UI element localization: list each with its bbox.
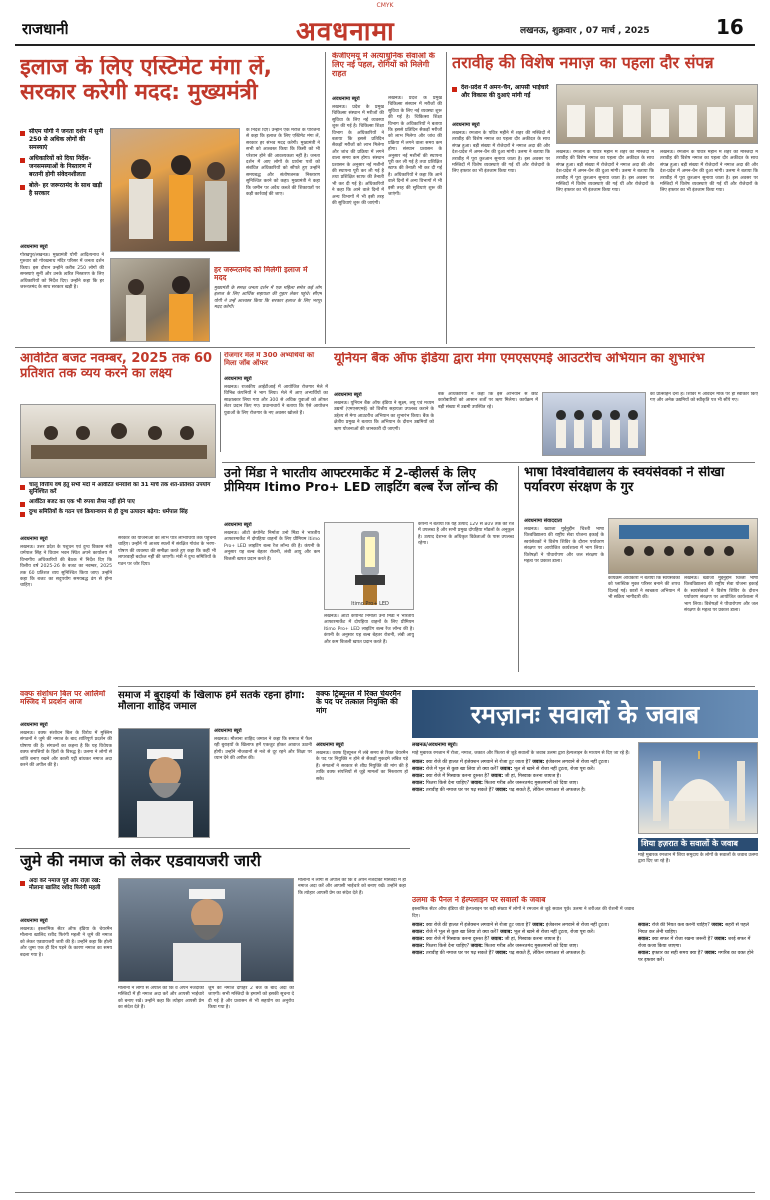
taraweeh-headline: तरावीह की विशेष नमाज़ का पहला दौर संपन्न — [452, 54, 714, 72]
vakf-body: लखनऊ। वक्फ संशोधन बिल के विरोध में मुस्लिम संगठनों ने जुमे की नमाज के बाद शांतिपूर्ण प्रदर्शन की घोषणा की है। संगठनों का कहना है कि यह विधेयक वक्फ संपत्तियों के हितों के विरुद्ध है। उलमा ने लोगों से शांति बनाए रखने और काली पट्टी बांधकर नमाज अदा करने की अपील की है। — [20, 731, 112, 769]
page-number: 16 — [716, 15, 744, 39]
rozgar-byline: अवधनामा ब्यूरो — [224, 376, 252, 382]
qa-item: सवाल: तरावीह की नमाज घर पर पढ़ सकते हैं? जवाब: पढ़ सकते हैं, लेकिन जमाअत से अफजल है। — [412, 788, 586, 794]
issue-date: लखनऊ, शुक्रवार , 07 मार्च , 2025 — [520, 26, 650, 36]
maulana-khalid-photo — [118, 878, 294, 982]
juma-bullet: अदा करें नमाज पूर्व और रोज़ा रखें: मौलाना खालिद रशीद फिरंगी महली — [20, 878, 112, 892]
led-bulb-icon — [325, 523, 414, 610]
lead-caption: हर जरूरतमंद को मिलेगी इलाज में मदद — [214, 266, 308, 283]
ulema-qa-list — [412, 922, 634, 957]
mosque-dome-icon — [639, 743, 758, 834]
vakf-byline: अवधनामा ब्यूरो — [20, 722, 48, 728]
budget-body: लखनऊ। उत्तर प्रदेश के पशुधन एवं दुग्ध विकास मंत्री धर्मपाल सिंह ने विधान भवन स्थित अपने कार्यालय में विभागीय अधिकारियों की बैठक में निर्देश दिए कि वित्तीय वर्ष 2025-26 के बजट का नवम्बर, 2025 तक 60 प्रतिशत व्यय सुनिश्चित किया जाए। उन्होंने कहा कि बजट का सदुपयोग समयबद्ध ढंग से होना चाहिए। — [20, 545, 112, 589]
itimo-bulb-product-photo — [324, 522, 414, 610]
juma-body-col2: मौलाना ने लोगों से अपील की कि वे अपने नजदीकी मस्जिदों में ही नमाज अदा करें और आपसी भाईचारे को बनाए रखें। उन्होंने कहा कि त्योहार आपसी प्रेम का संदेश देते हैं। — [118, 986, 204, 1011]
qa-item: सवाल: इफ्तार का सही समय क्या है? जवाब: मगरिब का वक्त होने पर इफ्तार करें। — [638, 951, 754, 963]
shia-body: माहे मुबारक रमजान में शिया समुदाय के लोगों के सवालों के जवाब उलमा द्वारा दिए जा रहे हैं। — [638, 852, 758, 865]
islah-body-box — [214, 728, 312, 844]
qa-item: सवाल: रोजे की नियत कब करनी चाहिए? जवाब: सहरी से पहले नियत कर लेनी चाहिए। — [638, 923, 749, 935]
uno-minda-body-box — [224, 522, 320, 672]
qa-item: सवाल: क्या रोजे की हालत में इंजेक्शन लगवाने से रोजा टूट जाता है? जवाब: इंजेक्शन लगवाने से रोजा नहीं टूटता। — [412, 923, 610, 929]
qa-item: सवाल: क्या रोजे में मिस्वाक करना दुरुस्त है? जवाब: जी हां, मिस्वाक करना जायज है। — [412, 774, 562, 780]
bhasha-headline: भाषा विश्वविद्यालय के स्वयंसेवकों ने सीखा पर्यावरण संरक्षण के गुर — [524, 466, 725, 495]
photo-people-icon — [111, 259, 210, 342]
col-rule — [220, 352, 221, 452]
cm-meeting-patient-photo — [110, 258, 210, 342]
lead-body: गोरखपुर/लखनऊ। मुख्यमंत्री योगी आदित्यनाथ ने गुरुवार को गोरखनाथ मंदिर परिसर में जनता दर्शन किया। इस दौरान उन्होंने करीब 250 लोगों की समस्याएं सुनीं और उनके त्वरित निस्तारण के लिए अधिकारियों को निर्देश दिए। उन्होंने कहा कि हर जरूरतमंद के साथ सरकार खड़ी है। — [20, 253, 104, 291]
meeting-table-icon — [21, 405, 216, 478]
budget-bullets — [20, 482, 216, 532]
mid-col-body-continued: लखनऊ। प्रदेश के प्रमुख चिकित्सा संस्थान में मरीजों की सुविधा के लिए नई व्यवस्था शुरू की गई है। चिकित्सा शिक्षा विभाग के अधिकारियों ने बताया कि इससे प्रतिदिन सैकड़ों मरीजों को लाभ मिलेगा और जांच की प्रक्रिया में लगने वाला समय कम होगा। संस्थान प्रशासन के अनुसार नई मशीनों की स्थापना पूरी कर ली गई है तथा प्रशिक्षित स्टाफ की तैनाती भी कर दी गई है। अधिकारियों ने कहा कि आने वाले दिनों में अन्य विभागों में भी इसी तरह की सुविधाएं शुरू की जाएंगी। — [388, 96, 442, 198]
students-group-icon — [609, 519, 758, 574]
bhasha-body-col2: कार्यक्रम अधिकारी ने बताया कि स्वयंसेवकों को प्लास्टिक मुक्त परिसर बनाने की शपथ दिलाई गई। छात्रों ने स्वच्छता अभियान में भी सक्रिय भागीदारी की। — [608, 576, 680, 601]
taraweeh-prayer-photo — [556, 84, 758, 144]
color-strip: CMYK — [376, 2, 394, 9]
rozgar-headline: रोजगार मेले में 300 अभ्यर्थियों को मिला जॉब ऑफर — [224, 352, 315, 367]
bhasha-byline: अवधनामा संवाददाता — [524, 518, 562, 524]
lead-bullet: अधिकारियों को दिया निर्देश- जनसमस्याओं के निस्तारण में बरतनी होगी संवेदनशीलता — [20, 155, 104, 179]
taraweeh-body: लखनऊ। रमजान के पवित्र महीने में शहर की मस्जिदों में तरावीह की विशेष नमाज का पहला दौर अकीदत के साथ संपन्न हुआ। बड़ी संख्या में रोजेदारों ने नमाज अदा की और देश-प्रदेश में अमन-चैन की दुआ मांगी। उलमा ने बताया कि तरावीह में पूरा कुरआन सुनाया जाता है। इस अवसर पर मस्जिदों में विशेष व्यवस्थाएं की गई थीं और रोजेदारों के लिए इफ्तार का भी इंतजाम किया गया। — [452, 131, 550, 175]
taraweeh-byline: अवधनामा ब्यूरो — [452, 122, 480, 128]
budget-body-box — [20, 536, 112, 686]
ulema-title: उलमा के पैनल ने हेल्पलाइन पर सवालों के जवाब — [412, 896, 546, 904]
col-rule — [446, 52, 447, 344]
product-label: Itimo Pro+ LED — [351, 601, 389, 607]
union-bank-body: लखनऊ। यूनियन बैंक ऑफ इंडिया ने सूक्ष्म, लघु एवं मध्यम उद्यमों (एमएसएमई) को वित्तीय सहायता उपलब्ध कराने के उद्देश्य से मेगा आउटरीच अभियान का शुभारंभ किया। बैंक के क्षेत्रीय प्रमुख ने बताया कि अभियान के दौरान उद्यमियों को ऋण योजनाओं की जानकारी दी जाएगी। — [334, 401, 434, 432]
uno-minda-body-col2: लखनऊ। ऑटो कंपोनेंट निर्माता उनो मिंडा ने भारतीय आफ्टरमार्केट में दोपहिया वाहनों के लिए प्रीमियम Itimo Pro+ LED लाइटिंग बल्ब रेंज लॉन्च की है। कंपनी के अनुसार यह बल्ब बेहतर रोशनी, लंबी आयु और कम बिजली खपत प्रदान करते हैं। — [324, 614, 414, 645]
qa-item: सवाल: क्या रोजे की हालत में इंजेक्शन लगवाने से रोजा टूट जाता है? जवाब: इंजेक्शन लगवाने से रोजा नहीं टूटता। — [412, 760, 610, 766]
qa-item: सवाल: फितरा किसे देना चाहिए? जवाब: फितरा गरीब और जरूरतमंद मुसलमानों को दिया जाए। — [412, 781, 579, 787]
mid-col-body-box — [332, 96, 384, 344]
budget-body-continued: सरकार की योजनाओं का लाभ पात्र लाभार्थियों तक पहुंचना चाहिए। उन्होंने गौ आश्रय स्थलों में संरक्षित गोवंश के भरण-पोषण की व्यवस्था की समीक्षा करते हुए कहा कि कहीं भी लापरवाही बर्दाश्त नहीं की जाएगी। मंत्री ने दुग्ध समितियों के गठन पर जोर दिया। — [118, 536, 216, 567]
lead-caption-body: मुख्यमंत्री के समक्ष जनता दर्शन में एक महिला समेत कई लोग इलाज के लिए आर्थिक सहायता की गुहार लेकर पहुंचे। सीएम योगी ने उन्हें आश्वस्त किया कि सरकार इलाज के लिए भरपूर मदद करेगी। — [214, 285, 322, 310]
ramzan-banner — [412, 690, 758, 738]
uno-minda-byline: अवधनामा ब्यूरो — [224, 522, 252, 528]
union-bank-body-col2: बैंक अधिकारियों ने कहा कि इस अभियान से छोटे कारोबारियों को आसान शर्तों पर ऋण मिलेगा। कार्यक्रम में बड़ी संख्या में उद्यमी उपस्थित रहे। — [438, 392, 538, 410]
bhasha-body-col3: लखनऊ। ख्वाजा मुईनुद्दीन चिश्ती भाषा विश्वविद्यालय की राष्ट्रीय सेवा योजना इकाई के स्वयंसेवकों ने विशेष शिविर के दौरान पर्यावरण संरक्षण पर आयोजित कार्यशाला में भाग लिया। विशेषज्ञों ने पौधारोपण और जल संरक्षण के महत्व पर प्रकाश डाला। — [684, 576, 758, 614]
bottom-rule — [15, 1192, 755, 1193]
prayer-rows-icon — [557, 85, 758, 144]
budget-meeting-photo — [20, 404, 216, 478]
juma-bullet-box — [20, 878, 112, 916]
budget-bullet: आर्वटित बजट का एक भी रुपया लैप्स नहीं होने पाए — [20, 499, 216, 506]
qa-item: सवाल: फितरा किसे देना चाहिए? जवाब: फितरा गरीब और जरूरतमंद मुसलमानों को दिया जाए। — [412, 944, 579, 950]
section-name: राजधानी — [22, 20, 69, 38]
row-rule — [118, 686, 755, 687]
uno-minda-body-col3: कंपनी ने बताया कि यह उत्पाद 12V से 80V तक की रेंज में उपलब्ध है और सभी प्रमुख दोपहिया मॉडलों के अनुकूल है। उत्पाद देशभर के अधिकृत विक्रेताओं के पास उपलब्ध रहेगा। — [418, 522, 514, 547]
masthead — [0, 10, 770, 44]
ulema-box — [412, 896, 634, 1186]
union-bank-body-box — [334, 392, 434, 458]
mosque-photo — [638, 742, 758, 834]
budget-headline: आर्वटित बजट नवम्बर, 2025 तक 60 प्रतिशत तक व्यय करने का लक्ष्य — [20, 352, 213, 381]
juma-byline: अवधनामा ब्यूरो — [20, 918, 48, 924]
juma-body-box — [20, 918, 112, 1188]
cm-janata-darshan-photo — [110, 128, 240, 252]
shia-qa-list — [638, 922, 758, 1186]
shia-title: शिया हज़रात के सवालों के जवाब — [638, 838, 758, 851]
taraweeh-body-col2: लखनऊ। रमजान के पवित्र महीने में शहर की मस्जिदों में तरावीह की विशेष नमाज का पहला दौर अकीदत के साथ संपन्न हुआ। बड़ी संख्या में रोजेदारों ने नमाज अदा की और देश-प्रदेश में अमन-चैन की दुआ मांगी। उलमा ने बताया कि तरावीह में पूरा कुरआन सुनाया जाता है। इस अवसर पर मस्जिदों में विशेष व्यवस्थाएं की गई थीं और रोजेदारों के लिए इफ्तार का भी इंतजाम किया गया। — [556, 150, 654, 194]
lead-body-col — [20, 244, 104, 344]
row-rule — [222, 462, 755, 463]
union-bank-byline: अवधनामा ब्यूरो — [334, 392, 362, 398]
ramzan-intro: माहे मुबारक रमजान में रोजा, नमाज, जकात और फितरा से जुड़े सवालों के जवाब उलमा द्वारा हेल्पलाइन के माध्यम से दिए जा रहे हैं। — [412, 751, 630, 756]
budget-byline: अवधनामा ब्यूरो — [20, 536, 48, 542]
stage-group-icon — [543, 393, 646, 456]
taraweeh-body-box — [452, 122, 550, 344]
bhasha-body: लखनऊ। ख्वाजा मुईनुद्दीन चिश्ती भाषा विश्वविद्यालय की राष्ट्रीय सेवा योजना इकाई के स्वयंसेवकों ने विशेष शिविर के दौरान पर्यावरण संरक्षण पर आयोजित कार्यशाला में भाग लिया। विशेषज्ञों ने पौधारोपण और जल संरक्षण के महत्व पर प्रकाश डाला। — [524, 527, 604, 565]
juma-body: लखनऊ। इस्लामिक सेंटर ऑफ इंडिया के चेयरमैन मौलाना खालिद रशीद फिरंगी महली ने जुमे की नमाज को लेकर एडवायजरी जारी की है। उन्होंने कहा कि होली और जुमा एक ही दिन पड़ने के कारण नमाज का समय बदला गया है। — [20, 927, 112, 958]
portrait-icon — [119, 879, 294, 982]
qa-item: सवाल: रोजे में भूल से कुछ खा लिया तो क्या करें? जवाब: भूल से खाने से रोजा नहीं टूटता, रोजा पूरा करें। — [412, 930, 595, 936]
mid-col-body: लखनऊ। प्रदेश के प्रमुख चिकित्सा संस्थान में मरीजों की सुविधा के लिए नई व्यवस्था शुरू की गई है। चिकित्सा शिक्षा विभाग के अधिकारियों ने बताया कि इससे प्रतिदिन सैकड़ों मरीजों को लाभ मिलेगा और जांच की प्रक्रिया में लगने वाला समय कम होगा। संस्थान प्रशासन के अनुसार नई मशीनों की स्थापना पूरी कर ली गई है तथा प्रशिक्षित स्टाफ की तैनाती भी कर दी गई है। अधिकारियों ने कहा कि आने वाले दिनों में अन्य विभागों में भी इसी तरह की सुविधाएं शुरू की जाएंगी। — [332, 105, 384, 207]
maulana-portrait-photo — [118, 728, 210, 838]
qa-item: सवाल: तरावीह की नमाज घर पर पढ़ सकते हैं? जवाब: पढ़ सकते हैं, लेकिन जमाअत से अफजल है। — [412, 951, 586, 957]
tribunal-byline: अवधनामा ब्यूरो — [316, 742, 344, 748]
union-bank-event-photo — [542, 392, 646, 456]
ramzan-qa-box — [412, 742, 634, 892]
ulema-body: इस्लामिक सेंटर ऑफ इंडिया की हेल्पलाइन पर बड़ी संख्या में लोगों ने रमजान से जुड़े सवाल पूछे। उलमा ने शरीअत की रोशनी में जवाब दिए। — [412, 907, 634, 919]
ramzan-qa-list — [412, 759, 634, 794]
qa-item: सवाल: रोजे में भूल से कुछ खा लिया तो क्या करें? जवाब: भूल से खाने से रोजा नहीं टूटता, रोजा पूरा करें। — [412, 767, 595, 773]
budget-bullet: दुग्ध समितियों के गठन एवं क्रियान्वयन से ही दुग्ध उत्पादन बढ़ेगा: धर्मपाल सिंह — [20, 509, 216, 516]
row-rule — [15, 347, 755, 348]
vakf-headline: वक्फ संशोधन बिल पर आलिमों मस्जिद में प्रदर्शन आज — [20, 690, 106, 707]
col-rule — [518, 466, 519, 672]
qa-item: सवाल: क्या रोजे में मिस्वाक करना दुरुस्त है? जवाब: जी हां, मिस्वाक करना जायज है। — [412, 937, 562, 943]
lead-caption-box — [214, 266, 322, 346]
portrait-icon — [119, 729, 210, 838]
lead-bullet: बोले- हर जरूरतमंद के साथ खड़ी है सरकार — [20, 182, 104, 198]
ramzan-byline: लखनऊ/अवधनामा ब्यूरो। — [412, 742, 458, 748]
lead-byline: अवधनामा ब्यूरो — [20, 244, 48, 250]
ramzan-banner-title: रमज़ानः सवालों के जवाब — [470, 700, 700, 729]
taraweeh-bullet-box — [452, 84, 550, 118]
bhasha-workshop-photo — [608, 518, 758, 574]
vakf-body-box — [20, 722, 112, 844]
rozgar-body: लखनऊ। राजकीय आईटीआई में आयोजित रोजगार मेले में विभिन्न कंपनियों ने भाग लिया। मेले में आए अभ्यर्थियों का साक्षात्कार लिया गया और 300 से अधिक युवाओं को ऑफर लेटर प्रदान किए गए। प्रधानाचार्य ने बताया कि ऐसे आयोजन युवाओं के लिए रोजगार के नए अवसर खोलते हैं। — [224, 385, 328, 416]
row-rule — [15, 848, 410, 849]
lead-headline: इलाज के लिए एस्टिमेट मंगा लें, सरकार करेगी मदद: मुख्यमंत्री — [20, 56, 272, 105]
taraweeh-body-col3: लखनऊ। रमजान के पवित्र महीने में शहर की मस्जिदों में तरावीह की विशेष नमाज का पहला दौर अकीदत के साथ संपन्न हुआ। बड़ी संख्या में रोजेदारों ने नमाज अदा की और देश-प्रदेश में अमन-चैन की दुआ मांगी। उलमा ने बताया कि तरावीह में पूरा कुरआन सुनाया जाता है। इस अवसर पर मस्जिदों में विशेष व्यवस्थाएं की गई थीं और रोजेदारों के लिए इफ्तार का भी इंतजाम किया गया। — [660, 150, 758, 194]
taraweeh-bullet: देश-प्रदेश में अमन-चैन, आपसी भाईचारे और विकास की दुआएं मांगी गईं — [452, 84, 550, 100]
mid-col-byline: अवधनामा ब्यूरो — [332, 96, 360, 102]
juma-body-col3: जुमे की नमाज दोपहर 2 बजे के बाद अदा की जाएगी। सभी मस्जिदों के इमामों को इसकी सूचना दे दी गई है और प्रशासन से भी सहयोग का अनुरोध किया गया है। — [208, 986, 294, 1011]
col-rule — [325, 52, 326, 344]
photo-figures-icon — [111, 129, 240, 252]
rozgar-body-box — [224, 376, 328, 452]
islah-headline: समाज में बुराइयों के खिलाफ हमें सतर्क रहना होगा: मौलाना शाहिद जमाल — [118, 690, 305, 713]
uno-minda-body: लखनऊ। ऑटो कंपोनेंट निर्माता उनो मिंडा ने भारतीय आफ्टरमार्केट में दोपहिया वाहनों के लिए प्रीमियम Itimo Pro+ LED लाइटिंग बल्ब रेंज लॉन्च की है। कंपनी के अनुसार यह बल्ब बेहतर रोशनी, लंबी आयु और कम बिजली खपत प्रदान करते हैं। — [224, 531, 320, 562]
union-bank-headline: यूनियन बैंक ऑफ इंडिया द्वारा मेगा एमएसएमई आउटरीच अभियान का शुभारंभ — [334, 352, 705, 366]
lead-body-continued: के निर्देश दिए। उन्होंने एक मरीज के परिजनों से कहा कि इलाज के लिए एस्टिमेट मंगा लें, सरकार हर संभव मदद करेगी। मुख्यमंत्री ने सभी को आश्वस्त किया कि किसी को भी परेशान होने की आवश्यकता नहीं है। जनता दर्शन में आए लोगों के प्रार्थना पत्रों को संबंधित अधिकारियों को सौंपते हुए उन्होंने समयबद्ध और संतोषजनक निस्तारण सुनिश्चित करने को कहा। मुख्यमंत्री ने कहा कि जमीन पर अवैध कब्जे की शिकायतों पर कड़ी कार्रवाई की जाए। — [246, 128, 320, 198]
islah-byline: अवधनामा ब्यूरो — [214, 728, 242, 734]
tribunal-body: लखनऊ। वक्फ ट्रिब्यूनल में लंबे समय से रिक्त चेयरमैन के पद पर नियुक्ति न होने से सैकड़ों मुकदमे लंबित पड़े हैं। संगठनों ने सरकार से शीघ्र नियुक्ति की मांग की है ताकि वक्फ संपत्तियों से जुड़े मामलों का निस्तारण हो सके। — [316, 751, 408, 782]
shia-box — [638, 838, 758, 918]
union-bank-body-col3: को प्रोत्साहन देना है। शिविर में आवेदन मौके पर ही स्वीकार किए गए और अनेक उद्यमियों को स्वीकृति पत्र भी सौंपे गए। — [650, 392, 758, 404]
tribunal-headline: वक्फ ट्रिब्यूनल में रिक्त चेयरमैन के पद पर तत्काल नियुक्ति की मांग — [316, 690, 401, 715]
budget-bullet: चालू वित्तीय वर्ष हेतु सभी मदों में आर्वटित धनराशि का 31 मार्च तक शत-प्रतिशत उपयोग सुनिश्चित करें — [20, 482, 216, 496]
juma-headline: जुमे की नमाज को लेकर एडवायजरी जारी — [20, 852, 261, 870]
mid-col-headline: केजीएमयू में अत्याधुनिक सेवाओं के लिए नई पहल, रोगियों को मिलेगी राहत — [332, 52, 435, 78]
uno-minda-headline: उनो मिंडा ने भारतीय आफ्टरमार्केट में 2-व्हीलर्स के लिए प्रीमियम Itimo Pro+ LED लाइटिंग बल्ब रेंज लॉन्च की — [224, 466, 498, 494]
lead-bullets — [20, 128, 104, 238]
islah-body: लखनऊ। मौलाना शाहिद जमाल ने कहा कि समाज में फैल रही बुराइयों के खिलाफ हमें एकजुट होकर आवाज उठानी होगी। उन्होंने नौजवानों से नशे से दूर रहने और शिक्षा पर ध्यान देने की अपील की। — [214, 737, 312, 762]
qa-item: सवाल: क्या सफर में रोजा रखना जरूरी है? जवाब: शरई सफर में रोजा कजा किया जाएगा। — [638, 937, 751, 949]
juma-body-col4: मौलाना ने लोगों से अपील की कि वे अपने नजदीकी मस्जिदों में ही नमाज अदा करें और आपसी भाईचारे को बनाए रखें। उन्होंने कहा कि त्योहार आपसी प्रेम का संदेश देते हैं। — [298, 878, 406, 896]
masthead-rule — [15, 44, 755, 46]
newspaper-logo: अवधनामा — [296, 17, 395, 44]
tribunal-body-box — [316, 742, 408, 844]
bhasha-body-box — [524, 518, 604, 672]
lead-bullet: सीएम योगी ने जनता दर्शन में सुनी 250 से अधिक लोगों की समस्याएं — [20, 128, 104, 152]
